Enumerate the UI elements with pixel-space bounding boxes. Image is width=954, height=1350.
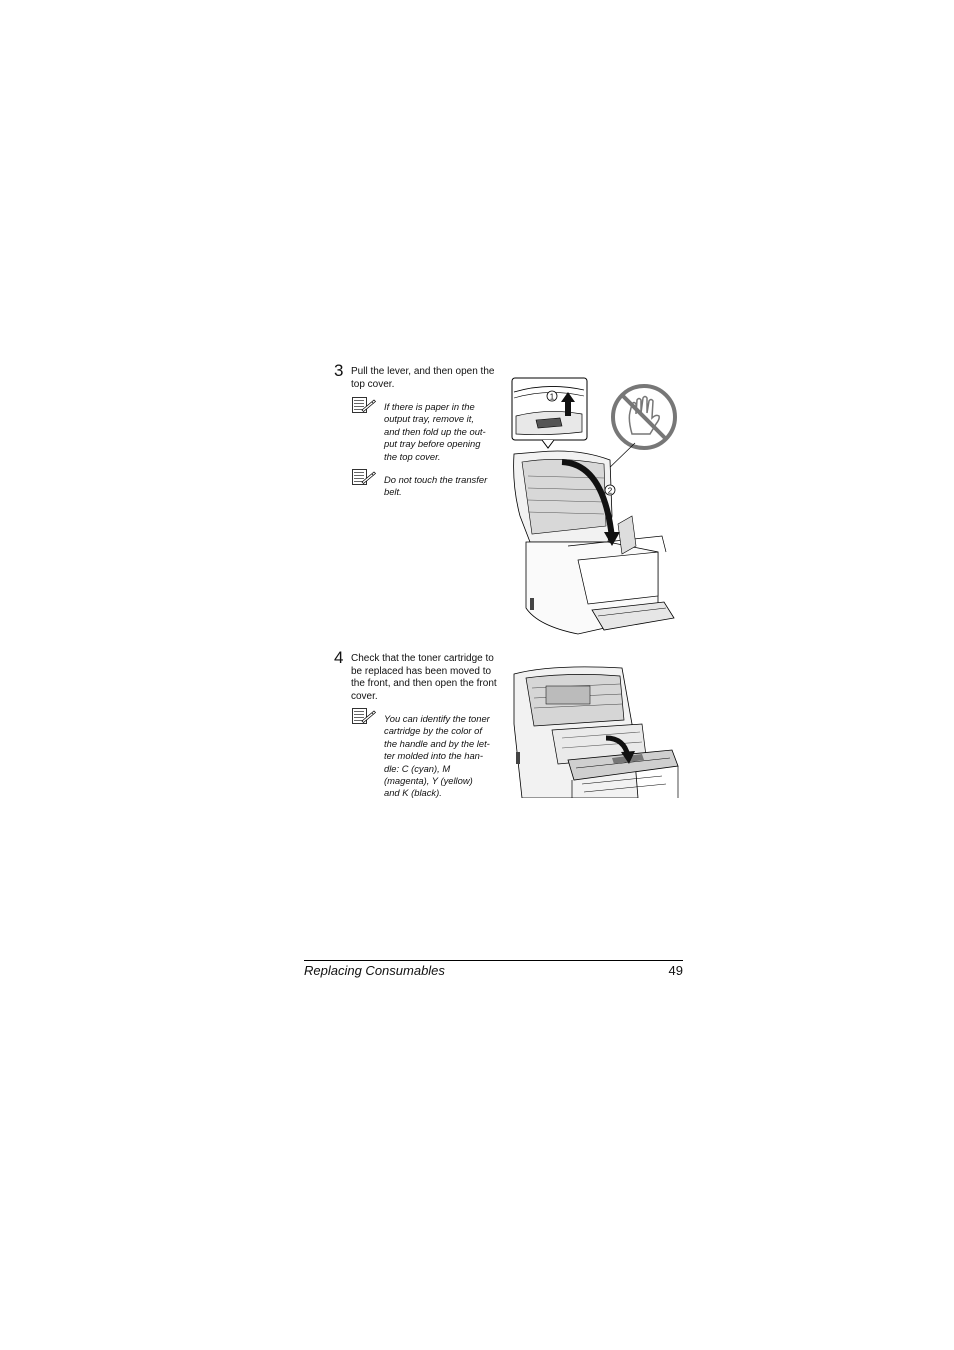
callout-2-label: 2 <box>607 486 613 496</box>
step-4-line: be replaced has been moved to <box>351 665 492 677</box>
lever-detail-inset <box>512 378 587 448</box>
note-line: dle: C (cyan), M <box>384 762 451 774</box>
note-line: cartridge by the color of <box>384 725 482 737</box>
step-4-line: the front, and then open the front <box>351 678 497 689</box>
note-line: belt. <box>384 486 402 498</box>
step-3-line: Pull the lever, and then open the <box>351 366 495 377</box>
footer-page-number: 49 <box>668 963 683 978</box>
step-3-note-2 <box>384 474 502 499</box>
step-4-line: cover. <box>351 690 378 702</box>
note-line: and then fold up the out- <box>384 425 486 437</box>
note-line: Do not touch the transfer <box>384 474 488 485</box>
step-3-number: 3 <box>334 361 344 380</box>
step-3-instruction <box>351 366 501 391</box>
do-not-touch-icon <box>613 386 675 448</box>
footer-rule <box>304 960 683 961</box>
note-line: put tray before opening <box>384 438 481 450</box>
note-line: the top cover. <box>384 450 441 462</box>
printer-front-cover-open-illustration <box>512 664 680 798</box>
step-4-line: Check that the toner cartridge to <box>351 653 494 664</box>
note-icon <box>352 469 376 485</box>
note-line: If there is paper in the <box>384 401 475 412</box>
note-line: the handle and by the let- <box>384 737 490 749</box>
step-3-note-1 <box>384 401 502 463</box>
step-4-number: 4 <box>334 648 344 667</box>
note-line: and K (black). <box>384 787 442 799</box>
note-icon <box>352 397 376 413</box>
note-icon <box>352 708 376 724</box>
callout-1-label: 1 <box>549 392 555 402</box>
note-line: (magenta), Y (yellow) <box>384 775 473 787</box>
step-3-line: top cover. <box>351 378 395 390</box>
step-4-note-1 <box>384 713 502 800</box>
note-line: ter molded into the han- <box>384 750 484 762</box>
footer-section-title: Replacing Consumables <box>304 963 445 978</box>
step-4-instruction <box>351 653 501 703</box>
printer-top-cover-open-illustration <box>508 376 680 638</box>
note-line: You can identify the toner <box>384 713 490 724</box>
note-line: output tray, remove it, <box>384 413 474 425</box>
